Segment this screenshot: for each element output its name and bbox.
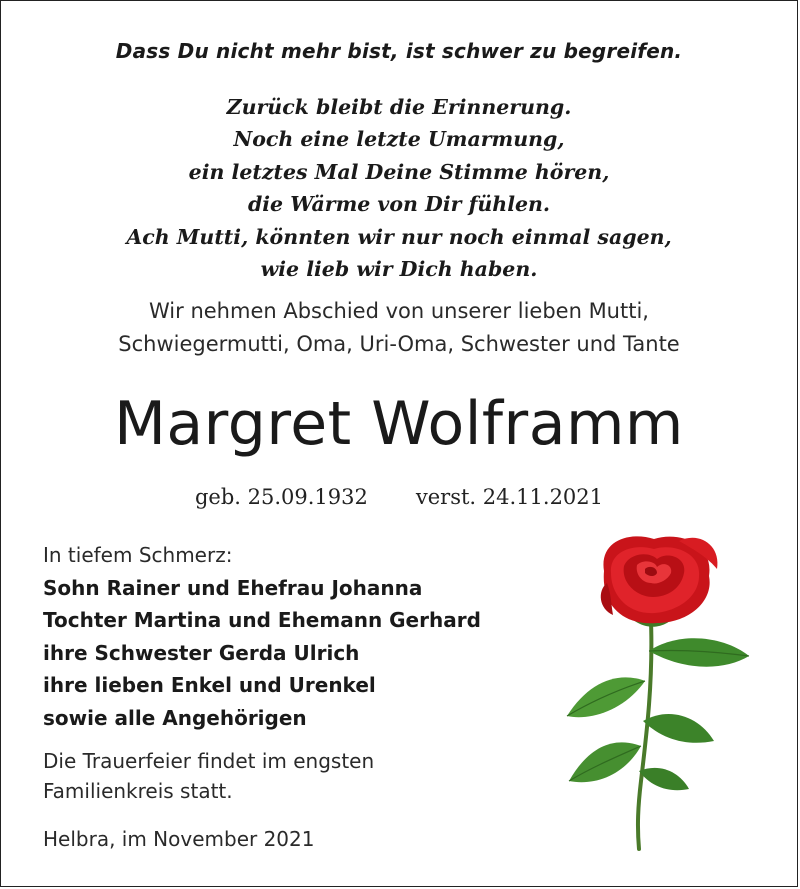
mourners-lead: In tiefem Schmerz: <box>43 543 233 567</box>
ceremony-line: Familienkreis statt. <box>43 779 233 803</box>
red-rose-image <box>549 531 759 851</box>
poem-line: die Wärme von Dir fühlen. <box>247 192 551 217</box>
poem-line: ein letztes Mal Deine Stimme hören, <box>188 159 610 184</box>
farewell-intro <box>1 295 797 361</box>
mourner-entry: ihre Schwester Gerda Ulrich <box>43 640 360 665</box>
intro-line: Wir nehmen Abschied von unserer lieben Mutti, <box>149 299 649 323</box>
mourner-entry: Sohn Rainer und Ehefrau Johanna <box>43 575 423 600</box>
poem-line: Zurück bleibt die Erinnerung. <box>226 95 572 119</box>
birth-date: geb. 25.09.1932 <box>194 485 368 509</box>
place-and-date: Helbra, im November 2021 <box>43 827 315 851</box>
poem-line: Ach Mutti, könnten wir nur noch einmal sagen, <box>126 224 672 249</box>
mourner-entry: ihre lieben Enkel und Urenkel <box>43 673 376 697</box>
poem-line: Noch eine letzte Umarmung, <box>233 127 565 152</box>
mourner-entry: sowie alle Angehörigen <box>43 705 307 730</box>
mourner-entry: Tochter Martina und Ehemann Gerhard <box>43 608 481 632</box>
poem-line: wie lieb wir Dich haben. <box>260 257 538 282</box>
ceremony-line: Die Trauerfeier findet im engsten <box>43 749 375 773</box>
deceased-name: Margret Wolframm <box>114 389 684 459</box>
poem <box>1 91 797 285</box>
life-dates <box>1 485 797 509</box>
death-date: verst. 24.11.2021 <box>415 485 604 509</box>
ceremony-note <box>43 746 374 806</box>
mourners-list <box>43 539 481 734</box>
intro-line: Schwiegermutti, Oma, Uri-Oma, Schwester und Tante <box>118 332 680 356</box>
headline: Dass Du nicht mehr bist, ist schwer zu begreifen. <box>115 39 683 63</box>
